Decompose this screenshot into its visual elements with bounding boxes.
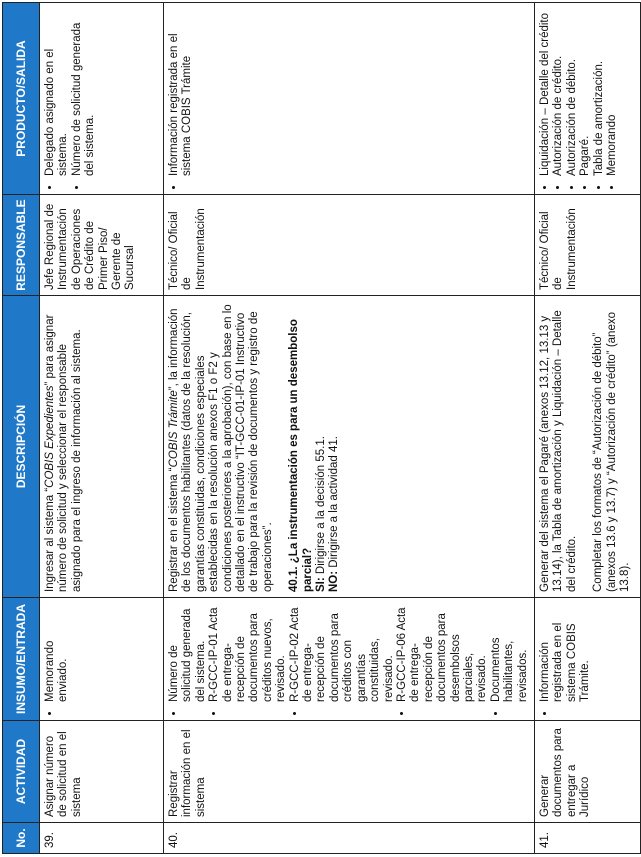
list-item: • Autorización de débito. bbox=[566, 8, 579, 176]
cell-responsable: Técnico/ Oficial de Instrumentación bbox=[164, 195, 535, 296]
cell-descripcion bbox=[534, 296, 640, 598]
header-insumo: INSUMO/ENTRADA bbox=[3, 598, 40, 721]
decision-question: 40.1. ¿La instrumentación es para un desembolso parcial? bbox=[288, 319, 314, 592]
no-text: Dirigirse a la actividad 41. bbox=[328, 436, 341, 571]
description-text: ” para asignar número de solicitud y seleccionar el responsable asignado para el ingreso de información al sistema. bbox=[44, 314, 83, 592]
cell-actividad: Registrar información en el sistema bbox=[164, 721, 535, 823]
description-paragraph: Completar los formatos de “Autorización de débito” (anexos 13.6 y 13.7) y “Autorización de crédito” (anexo 13.8). bbox=[592, 312, 631, 592]
system-name: COBIS Trámite bbox=[168, 390, 180, 468]
list-item: • Tabla de amortización. bbox=[593, 8, 606, 176]
yes-label: SI: bbox=[315, 577, 328, 592]
description-paragraph: Generar del sistema el Pagaré (anexos 13.12, 13.13 y 13.14), la Tabla de amortización y Liquidación – Detalle del crédito. bbox=[538, 310, 578, 592]
table-row bbox=[40, 3, 164, 854]
list-item: • Número de solicitud generada del sistema. bbox=[168, 603, 208, 702]
table-row bbox=[534, 3, 640, 854]
list-item: • Liquidación – Detalle del crédito bbox=[539, 8, 552, 176]
cell-producto bbox=[40, 3, 164, 195]
list-item: • R-GCC-IP-02 Acta de entrega-recepción de documentos para créditos con garantías constituidas, revisado. bbox=[289, 603, 396, 702]
system-name: COBIS Expedientes bbox=[44, 385, 56, 488]
cell-no: 41. bbox=[534, 823, 640, 854]
list-item: • Delegado asignado en el sistema. bbox=[44, 8, 71, 176]
list-item: • Autorización de crédito. bbox=[552, 8, 565, 176]
cell-insumo bbox=[40, 598, 164, 721]
cell-no: 40. bbox=[164, 823, 535, 854]
cell-insumo bbox=[164, 598, 535, 721]
cell-producto bbox=[164, 3, 535, 195]
header-no: No. bbox=[3, 823, 40, 854]
cell-responsable: Jefe Regional de Instrumentación de Operaciones de Crédito de Primer Piso/ Gerente de Sucursal bbox=[40, 195, 164, 296]
description-text: Ingresar al sistema “ bbox=[44, 487, 56, 592]
procedure-table bbox=[2, 2, 641, 854]
description-paragraph bbox=[44, 301, 84, 592]
header-producto: PRODUCTO/SALIDA bbox=[3, 3, 40, 195]
description-text: Registrar en el sistema “ bbox=[168, 467, 180, 592]
cell-actividad: Asignar número de solicitud en el sistema bbox=[40, 721, 164, 823]
list-item: • Información registrada en el sistema COBIS Trámite bbox=[168, 8, 195, 176]
header-actividad: ACTIVIDAD bbox=[3, 721, 40, 823]
header-row bbox=[3, 3, 40, 854]
decision-no bbox=[328, 301, 341, 592]
cell-descripcion bbox=[40, 296, 164, 598]
cell-insumo bbox=[534, 598, 640, 721]
list-item: • R-GCC-IP-06 Acta de entrega-recepción de documentos para desembolsos parciales, revisado. bbox=[396, 603, 490, 702]
description-paragraph bbox=[168, 301, 275, 592]
cell-producto bbox=[534, 3, 640, 195]
header-responsable: RESPONSABLE bbox=[3, 195, 40, 296]
no-label: NO: bbox=[328, 570, 341, 592]
cell-descripcion bbox=[164, 296, 535, 598]
decision-yes bbox=[315, 301, 328, 592]
yes-text: Dirigirse a la decisión 55.1. bbox=[315, 436, 328, 578]
list-item: • Número de solicitud generada del sistema. bbox=[71, 8, 98, 176]
list-item: • Memorando enviado. bbox=[44, 603, 71, 702]
list-item: • Información registrada en el sistema COBIS Trámite. bbox=[539, 603, 593, 702]
cell-no: 39. bbox=[40, 823, 164, 854]
description-text: ”, la información de los documentos habilitantes (datos de la resolución, garantías constituidas, condiciones especiales establecidas en la resolución anexos F1 o F2 y condiciones posteriores a la aprobación), con base en lo detallado en el instructivo “IT-GCC-01-IP-01 Instructivo de trabajo para la revisión de documentos y registro de operaciones”. bbox=[168, 304, 274, 592]
list-item: • Pagaré. bbox=[579, 8, 592, 176]
list-item: • Memorando bbox=[606, 8, 619, 176]
list-item: • Documentos habilitantes, revisados. bbox=[490, 603, 530, 702]
cell-actividad: Generar documentos para entregar a Jurídico bbox=[534, 721, 640, 823]
table-row bbox=[164, 3, 535, 854]
cell-responsable: Técnico/ Oficial de Instrumentación bbox=[534, 195, 640, 296]
header-descripcion: DESCRIPCIÓN bbox=[3, 296, 40, 598]
list-item: • R-GCC-IP-01 Acta de entrega-recepción de documentos para créditos nuevos, revisado. bbox=[208, 603, 288, 702]
